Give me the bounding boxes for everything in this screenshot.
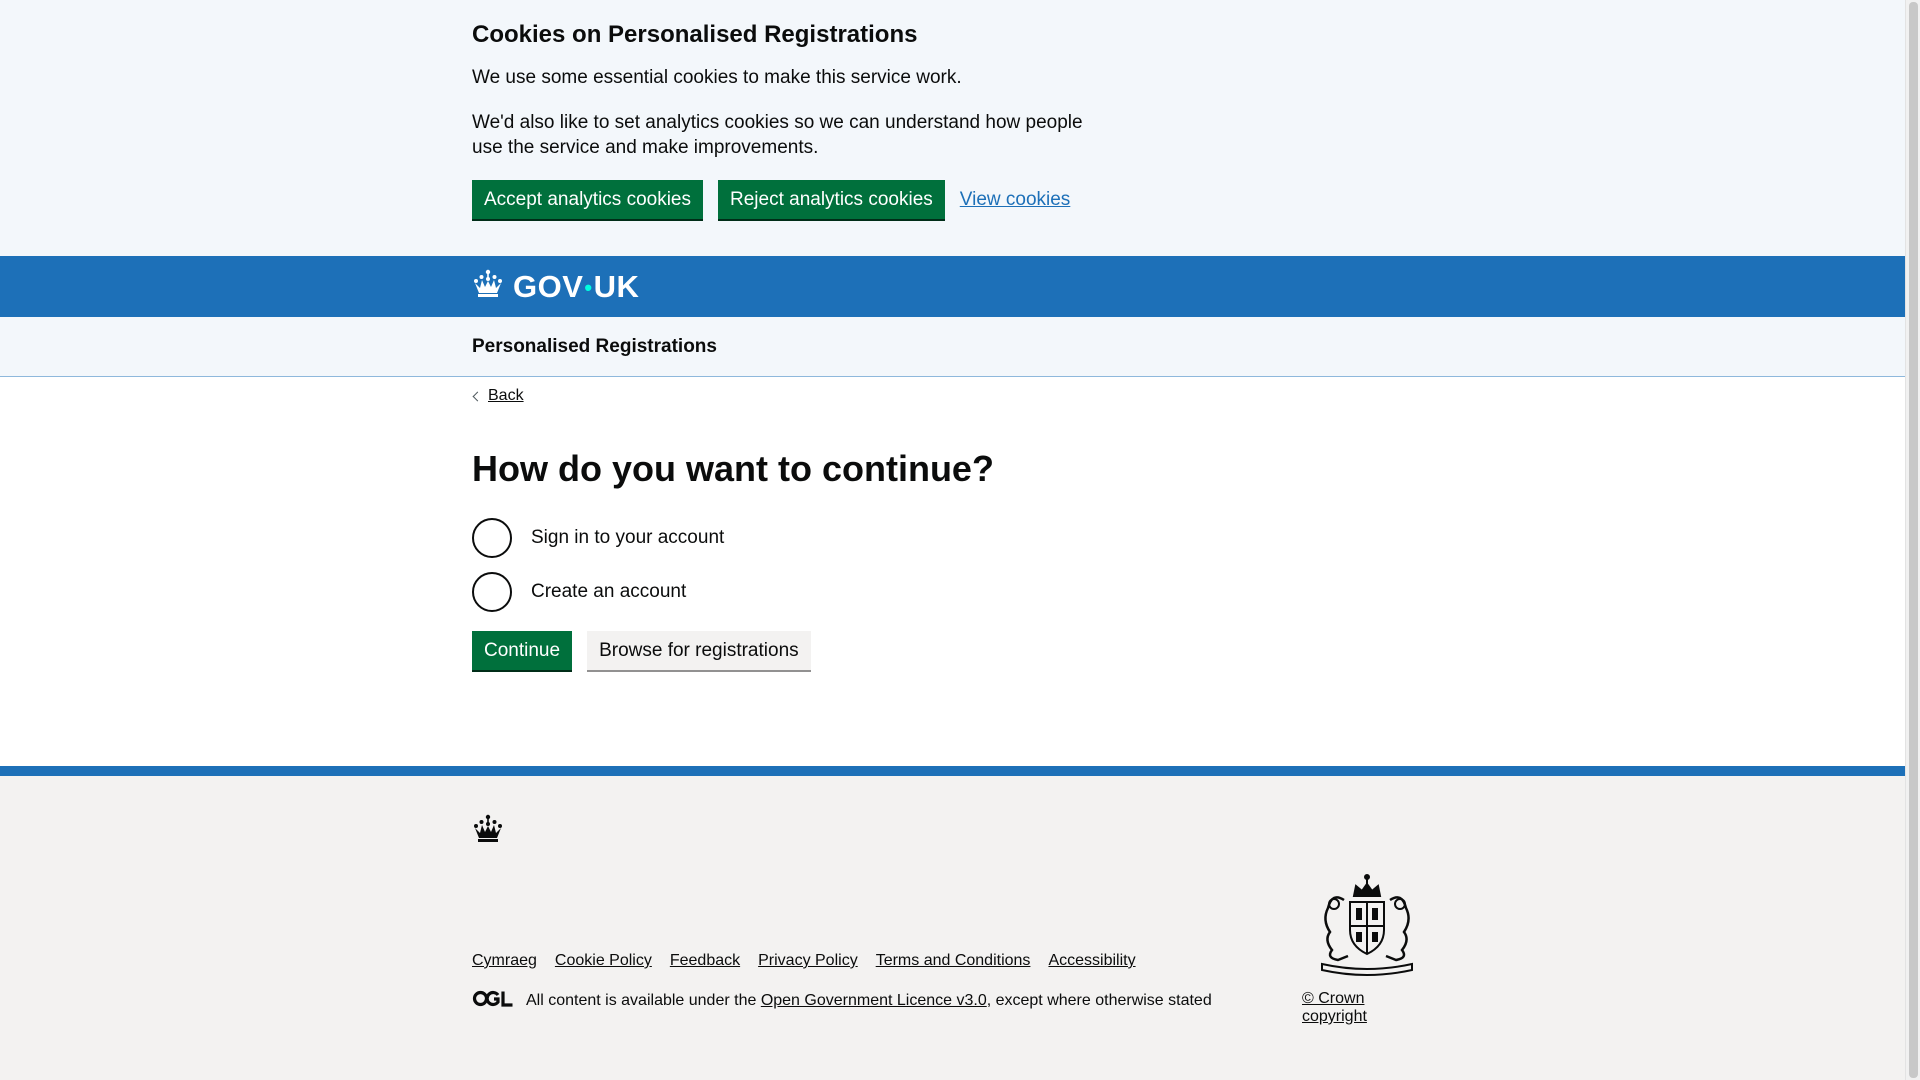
footer-link-cymraeg[interactable]: Cymraeg	[472, 952, 537, 969]
back-link[interactable]: Back	[472, 387, 524, 405]
royal-coat-of-arms-icon	[1308, 874, 1426, 983]
browse-registrations-button[interactable]: Browse for registrations	[587, 631, 811, 670]
scrollbar-thumb[interactable]	[1909, 2, 1918, 1078]
licence-statement	[472, 990, 1212, 1012]
footer-links	[472, 952, 1136, 970]
cookie-banner-text-analytics: We'd also like to set analytics cookies so we can understand how people use the service and make improvements.	[472, 112, 1083, 158]
crown-icon	[472, 269, 504, 304]
ogl-logo-icon	[472, 990, 514, 1012]
radio-label-sign-in[interactable]: Sign in to your account	[531, 527, 725, 548]
open-government-licence-link[interactable]: Open Government Licence v3.0	[760, 992, 987, 1009]
service-navigation	[0, 317, 1905, 377]
radio-label-create-account[interactable]: Create an account	[531, 581, 687, 602]
footer-link-accessibility[interactable]: Accessibility	[1048, 952, 1136, 969]
radio-sign-in[interactable]	[472, 518, 1432, 558]
view-cookies-link[interactable]: View cookies	[959, 188, 1071, 210]
continue-button[interactable]: Continue	[472, 631, 572, 670]
cookie-banner-actions	[472, 180, 1432, 219]
govuk-logo-link[interactable]	[472, 269, 639, 305]
page-title: How do you want to continue?	[472, 448, 994, 489]
radio-create-account[interactable]	[472, 572, 1432, 612]
form-actions	[472, 631, 1432, 670]
footer-link-terms[interactable]: Terms and Conditions	[875, 952, 1031, 969]
crown-copyright-link[interactable]: © Crown copyright	[1302, 990, 1367, 1025]
cookie-banner-title: Cookies on Personalised Registrations	[472, 21, 918, 48]
govuk-header	[0, 256, 1905, 317]
cookie-banner-text-essential: We use some essential cookies to make this service work.	[472, 67, 962, 88]
accept-analytics-cookies-button[interactable]: Accept analytics cookies	[472, 180, 703, 219]
vertical-scrollbar[interactable]	[1905, 0, 1920, 1080]
govuk-logotype: GOV•UK	[513, 268, 640, 304]
radio-button-create-account[interactable]	[472, 572, 512, 612]
cookie-banner	[0, 0, 1905, 256]
footer-link-privacy-policy[interactable]: Privacy Policy	[758, 952, 858, 969]
licence-suffix: , except where otherwise stated	[986, 992, 1212, 1009]
footer	[0, 766, 1905, 1080]
chevron-left-icon	[473, 391, 483, 401]
footer-link-cookie-policy[interactable]: Cookie Policy	[554, 952, 652, 969]
service-name-link[interactable]: Personalised Registrations	[472, 335, 717, 357]
reject-analytics-cookies-button[interactable]: Reject analytics cookies	[718, 180, 945, 219]
radio-button-sign-in[interactable]	[472, 518, 512, 558]
licence-prefix: All content is available under the	[526, 992, 761, 1009]
main-content	[0, 377, 1905, 766]
footer-link-feedback[interactable]: Feedback	[669, 952, 741, 969]
footer-crown-icon	[472, 814, 504, 849]
